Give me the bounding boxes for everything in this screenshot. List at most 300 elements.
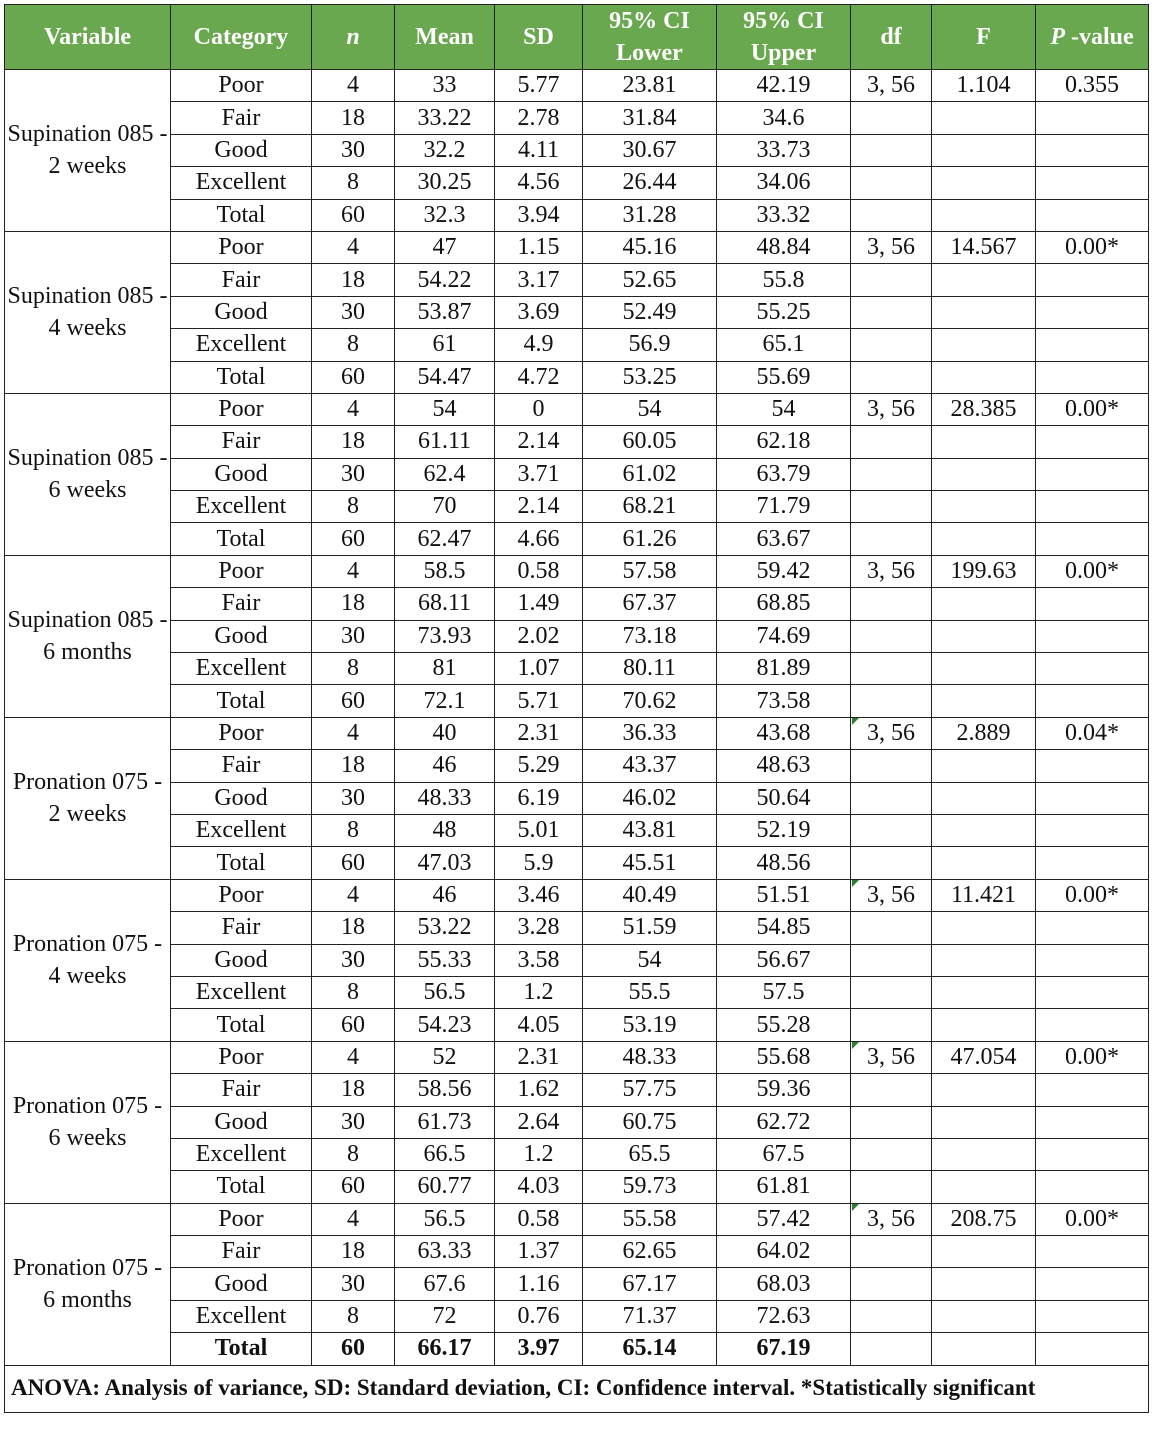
mean-cell: 56.5 [395,1203,495,1235]
sd-cell: 1.16 [495,1268,583,1300]
category-cell: Poor [171,1041,312,1073]
ci-upper-cell: 57.42 [717,1203,851,1235]
n-cell: 60 [312,199,395,231]
p-value-cell: 0.00* [1036,1203,1149,1235]
ci-lower-cell: 73.18 [583,620,717,652]
f-cell [932,1106,1036,1138]
f-cell [932,588,1036,620]
p-value-cell [1036,1106,1149,1138]
ci-upper-cell: 33.73 [717,134,851,166]
p-value-cell [1036,458,1149,490]
ci-lower-cell: 52.65 [583,264,717,296]
f-cell: 47.054 [932,1041,1036,1073]
f-cell [932,199,1036,231]
mean-cell: 58.56 [395,1074,495,1106]
f-cell [932,1236,1036,1268]
f-cell [932,653,1036,685]
ci-lower-cell: 56.9 [583,329,717,361]
mean-cell: 81 [395,653,495,685]
table-row [5,685,1149,717]
mean-cell: 66.5 [395,1138,495,1170]
df-cell: 3, 56 [851,70,932,102]
p-value-cell [1036,1300,1149,1332]
mean-cell: 52 [395,1041,495,1073]
p-value-cell [1036,199,1149,231]
mean-cell: 46 [395,750,495,782]
ci-lower-cell: 43.81 [583,814,717,846]
sd-cell: 2.31 [495,1041,583,1073]
table-row [5,231,1149,263]
f-cell: 1.104 [932,70,1036,102]
mean-cell: 47.03 [395,847,495,879]
df-cell: 3, 56 [851,555,932,587]
df-cell [851,750,932,782]
ci-upper-cell: 55.28 [717,1009,851,1041]
ci-upper-cell: 52.19 [717,814,851,846]
ci-lower-cell: 45.51 [583,847,717,879]
mean-cell: 48.33 [395,782,495,814]
n-cell: 4 [312,717,395,749]
ci-upper-cell: 67.5 [717,1138,851,1170]
ci-upper-cell: 74.69 [717,620,851,652]
header-ci-upper [717,5,851,70]
p-value-cell [1036,976,1149,1008]
ci-upper-cell: 57.5 [717,976,851,1008]
ci-upper-cell: 59.36 [717,1074,851,1106]
df-cell [851,329,932,361]
mean-cell: 32.3 [395,199,495,231]
p-value-cell [1036,1268,1149,1300]
n-cell: 60 [312,523,395,555]
df-cell [851,102,932,134]
df-cell: 3, 56 [851,231,932,263]
header-category: Category [171,5,312,70]
p-value-cell [1036,426,1149,458]
table-header [5,5,1149,70]
df-cell [851,1074,932,1106]
category-cell: Poor [171,393,312,425]
category-cell: Excellent [171,1300,312,1332]
table-row [5,976,1149,1008]
category-cell: Fair [171,102,312,134]
n-cell: 30 [312,782,395,814]
footnote: ANOVA: Analysis of variance, SD: Standard deviation, CI: Confidence interval. *Statistically significant [5,1365,1149,1412]
n-cell: 4 [312,1203,395,1235]
mean-cell: 67.6 [395,1268,495,1300]
sd-cell: 1.62 [495,1074,583,1106]
mean-cell: 56.5 [395,976,495,1008]
ci-lower-cell: 53.19 [583,1009,717,1041]
ci-lower-cell: 31.84 [583,102,717,134]
df-cell [851,1333,932,1365]
ci-lower-cell: 57.75 [583,1074,717,1106]
ci-upper-cell: 55.25 [717,296,851,328]
sd-cell: 4.66 [495,523,583,555]
footnote-row [5,1365,1149,1412]
sd-cell: 1.2 [495,1138,583,1170]
mean-cell: 62.4 [395,458,495,490]
p-value-cell [1036,685,1149,717]
df-cell [851,296,932,328]
ci-lower-cell: 54 [583,393,717,425]
sd-cell: 1.37 [495,1236,583,1268]
df-cell [851,976,932,1008]
ci-lower-cell: 54 [583,944,717,976]
table-body [5,70,1149,1366]
table-row [5,847,1149,879]
n-cell: 8 [312,491,395,523]
category-cell: Good [171,1106,312,1138]
n-cell: 30 [312,944,395,976]
f-cell [932,329,1036,361]
f-cell [932,264,1036,296]
sd-cell: 1.07 [495,653,583,685]
f-cell [932,912,1036,944]
table-row [5,653,1149,685]
p-value-cell: 0.00* [1036,393,1149,425]
f-cell [932,1333,1036,1365]
p-value-cell: 0.00* [1036,879,1149,911]
table-row [5,1333,1149,1365]
ci-upper-cell: 34.6 [717,102,851,134]
df-cell [851,782,932,814]
n-cell: 60 [312,685,395,717]
n-cell: 18 [312,750,395,782]
df-cell [851,1236,932,1268]
df-cell [851,523,932,555]
ci-upper-cell: 48.63 [717,750,851,782]
table-row [5,717,1149,749]
category-cell: Good [171,1268,312,1300]
p-value-cell: 0.00* [1036,231,1149,263]
table-row [5,1203,1149,1235]
table-row [5,361,1149,393]
sd-cell: 3.28 [495,912,583,944]
ci-lower-cell: 55.58 [583,1203,717,1235]
sd-cell: 0.76 [495,1300,583,1332]
n-cell: 4 [312,393,395,425]
ci-upper-cell: 48.84 [717,231,851,263]
mean-cell: 33 [395,70,495,102]
category-cell: Fair [171,588,312,620]
sd-cell: 4.72 [495,361,583,393]
mean-cell: 62.47 [395,523,495,555]
ci-lower-cell: 71.37 [583,1300,717,1332]
table-row [5,588,1149,620]
table-row [5,1236,1149,1268]
ci-upper-cell: 43.68 [717,717,851,749]
table-row [5,1009,1149,1041]
f-cell [932,167,1036,199]
ci-lower-cell: 51.59 [583,912,717,944]
p-value-cell [1036,167,1149,199]
category-cell: Total [171,361,312,393]
table-row [5,458,1149,490]
category-cell: Poor [171,717,312,749]
n-cell: 60 [312,1333,395,1365]
p-value-cell [1036,944,1149,976]
p-value-cell: 0.355 [1036,70,1149,102]
mean-cell: 33.22 [395,102,495,134]
p-value-cell: 0.00* [1036,1041,1149,1073]
n-cell: 30 [312,296,395,328]
df-cell [851,1268,932,1300]
ci-upper-cell: 56.67 [717,944,851,976]
p-value-cell [1036,1009,1149,1041]
sd-cell: 3.58 [495,944,583,976]
n-cell: 30 [312,134,395,166]
df-cell [851,1106,932,1138]
table-row [5,199,1149,231]
header-df: df [851,5,932,70]
f-cell [932,491,1036,523]
mean-cell: 68.11 [395,588,495,620]
mean-cell: 54.47 [395,361,495,393]
sd-cell: 3.17 [495,264,583,296]
n-cell: 30 [312,458,395,490]
category-cell: Total [171,199,312,231]
sd-cell: 6.19 [495,782,583,814]
ci-upper-cell: 81.89 [717,653,851,685]
p-value-cell [1036,523,1149,555]
table-row [5,1138,1149,1170]
category-cell: Good [171,944,312,976]
table-row [5,102,1149,134]
sd-cell: 2.14 [495,426,583,458]
ci-lower-cell: 57.58 [583,555,717,587]
p-value-cell [1036,1138,1149,1170]
sd-cell: 4.05 [495,1009,583,1041]
header-ci-lower-line2: Lower [616,40,683,66]
variable-cell: Pronation 075 - 6 weeks [5,1041,171,1203]
table-row [5,264,1149,296]
n-cell: 8 [312,814,395,846]
df-cell: 3, 56 [851,879,932,911]
category-cell: Total [171,1333,312,1365]
f-cell: 2.889 [932,717,1036,749]
p-value-cell [1036,329,1149,361]
category-cell: Poor [171,879,312,911]
df-cell [851,653,932,685]
sd-cell: 2.02 [495,620,583,652]
category-cell: Fair [171,426,312,458]
variable-cell: Pronation 075 - 2 weeks [5,717,171,879]
sd-cell: 3.71 [495,458,583,490]
anova-table-container [4,4,1148,1413]
variable-cell: Supination 085 - 4 weeks [5,231,171,393]
category-cell: Total [171,685,312,717]
ci-upper-cell: 63.67 [717,523,851,555]
n-cell: 8 [312,976,395,1008]
df-cell [851,426,932,458]
f-cell [932,814,1036,846]
n-cell: 18 [312,426,395,458]
f-cell [932,458,1036,490]
sd-cell: 5.77 [495,70,583,102]
sd-cell: 4.11 [495,134,583,166]
sd-cell: 2.64 [495,1106,583,1138]
sd-cell: 1.2 [495,976,583,1008]
df-cell [851,685,932,717]
f-cell [932,1074,1036,1106]
df-cell [851,588,932,620]
mean-cell: 54.22 [395,264,495,296]
category-cell: Good [171,620,312,652]
ci-lower-cell: 67.37 [583,588,717,620]
header-f: F [932,5,1036,70]
n-cell: 4 [312,1041,395,1073]
mean-cell: 54.23 [395,1009,495,1041]
df-cell [851,167,932,199]
mean-cell: 30.25 [395,167,495,199]
f-cell [932,1138,1036,1170]
df-cell [851,1300,932,1332]
ci-upper-cell: 63.79 [717,458,851,490]
ci-lower-cell: 62.65 [583,1236,717,1268]
ci-upper-cell: 61.81 [717,1171,851,1203]
df-cell [851,264,932,296]
category-cell: Fair [171,1236,312,1268]
category-cell: Total [171,847,312,879]
sd-cell: 0 [495,393,583,425]
variable-cell: Supination 085 - 6 weeks [5,393,171,555]
ci-lower-cell: 26.44 [583,167,717,199]
ci-lower-cell: 46.02 [583,782,717,814]
ci-lower-cell: 65.14 [583,1333,717,1365]
sd-cell: 0.58 [495,555,583,587]
category-cell: Excellent [171,976,312,1008]
category-cell: Poor [171,231,312,263]
sd-cell: 5.9 [495,847,583,879]
table-row [5,1074,1149,1106]
ci-lower-cell: 61.02 [583,458,717,490]
table-row [5,491,1149,523]
header-variable: Variable [5,5,171,70]
sd-cell: 3.94 [495,199,583,231]
n-cell: 8 [312,167,395,199]
ci-upper-cell: 67.19 [717,1333,851,1365]
category-cell: Good [171,782,312,814]
ci-upper-cell: 54 [717,393,851,425]
f-cell [932,426,1036,458]
table-row [5,879,1149,911]
mean-cell: 63.33 [395,1236,495,1268]
category-cell: Total [171,1009,312,1041]
df-cell [851,491,932,523]
ci-upper-cell: 64.02 [717,1236,851,1268]
table-row [5,555,1149,587]
f-cell [932,847,1036,879]
header-sd: SD [495,5,583,70]
n-cell: 18 [312,1074,395,1106]
mean-cell: 54 [395,393,495,425]
n-cell: 18 [312,588,395,620]
category-cell: Poor [171,555,312,587]
df-cell: 3, 56 [851,1203,932,1235]
n-cell: 4 [312,555,395,587]
mean-cell: 40 [395,717,495,749]
p-value-cell [1036,1333,1149,1365]
f-cell [932,134,1036,166]
category-cell: Good [171,458,312,490]
n-cell: 60 [312,361,395,393]
table-row [5,523,1149,555]
p-value-cell [1036,782,1149,814]
mean-cell: 53.22 [395,912,495,944]
table-row [5,393,1149,425]
f-cell [932,1009,1036,1041]
table-row [5,70,1149,102]
p-value-cell: 0.00* [1036,555,1149,587]
ci-upper-cell: 48.56 [717,847,851,879]
category-cell: Excellent [171,814,312,846]
sd-cell: 5.29 [495,750,583,782]
df-cell [851,847,932,879]
category-cell: Fair [171,264,312,296]
df-cell [851,1138,932,1170]
df-cell: 3, 56 [851,1041,932,1073]
p-value-cell [1036,134,1149,166]
ci-upper-cell: 55.8 [717,264,851,296]
df-cell [851,620,932,652]
df-cell [851,944,932,976]
mean-cell: 66.17 [395,1333,495,1365]
f-cell [932,620,1036,652]
ci-upper-cell: 62.18 [717,426,851,458]
f-cell [932,523,1036,555]
mean-cell: 70 [395,491,495,523]
p-value-cell [1036,491,1149,523]
ci-lower-cell: 43.37 [583,750,717,782]
ci-upper-cell: 59.42 [717,555,851,587]
mean-cell: 53.87 [395,296,495,328]
n-cell: 30 [312,620,395,652]
ci-lower-cell: 60.75 [583,1106,717,1138]
variable-cell: Pronation 075 - 4 weeks [5,879,171,1041]
df-cell [851,1009,932,1041]
n-cell: 60 [312,1171,395,1203]
ci-lower-cell: 70.62 [583,685,717,717]
category-cell: Fair [171,1074,312,1106]
table-row [5,1106,1149,1138]
header-n: n [312,5,395,70]
f-cell [932,944,1036,976]
f-cell: 199.63 [932,555,1036,587]
p-value-cell [1036,102,1149,134]
df-cell [851,814,932,846]
f-cell [932,976,1036,1008]
ci-upper-cell: 42.19 [717,70,851,102]
p-value-cell [1036,653,1149,685]
category-cell: Poor [171,70,312,102]
header-ci-upper-line2: Upper [750,40,817,66]
ci-lower-cell: 68.21 [583,491,717,523]
n-cell: 8 [312,1138,395,1170]
table-row [5,750,1149,782]
p-value-cell [1036,1171,1149,1203]
table-row [5,912,1149,944]
ci-upper-cell: 55.69 [717,361,851,393]
f-cell: 14.567 [932,231,1036,263]
n-cell: 18 [312,102,395,134]
ci-upper-cell: 33.32 [717,199,851,231]
category-cell: Excellent [171,653,312,685]
category-cell: Fair [171,912,312,944]
mean-cell: 61 [395,329,495,361]
n-cell: 60 [312,1009,395,1041]
ci-upper-cell: 55.68 [717,1041,851,1073]
n-cell: 30 [312,1268,395,1300]
